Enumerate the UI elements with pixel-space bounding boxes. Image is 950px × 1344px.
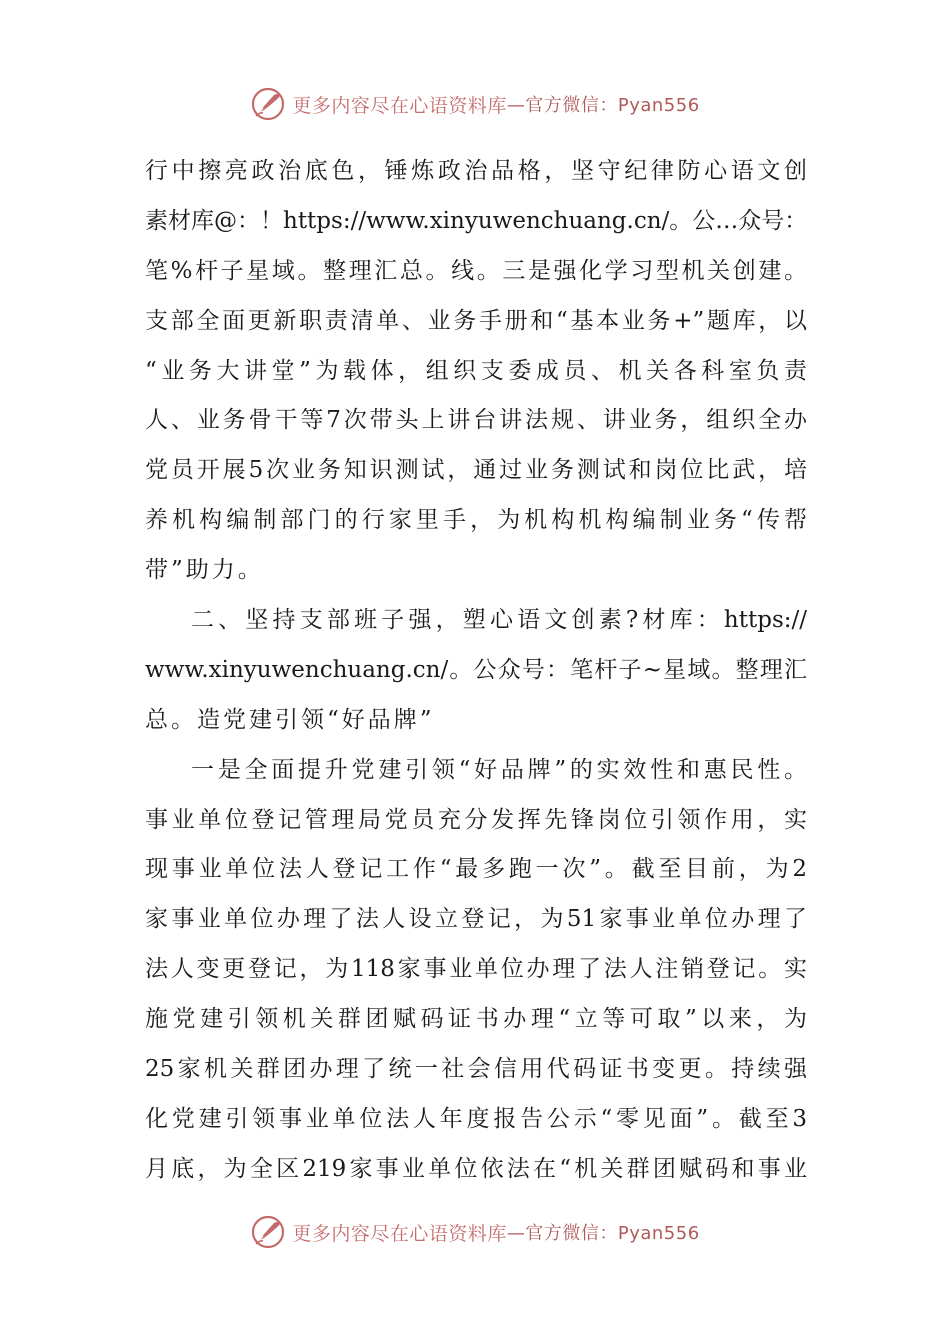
text-line: 事业单位登记管理局党员充分发挥先锋岗位引领作用，实 bbox=[145, 806, 807, 833]
text-line: 现事业单位法人登记工作“最多跑一次”。截至目前，为2 bbox=[145, 856, 807, 883]
text-line: “业务大讲堂”为载体，组织支委成员、机关各科室负责 bbox=[145, 357, 807, 384]
header-wechat: —官方微信：Pyan556 bbox=[506, 95, 700, 116]
text-line: 支部全面更新职责清单、业务手册和“基本业务+”题库，以 bbox=[145, 307, 807, 334]
text-line: 家事业单位办理了法人设立登记，为51家事业单位办理了 bbox=[145, 906, 807, 933]
document-body bbox=[145, 147, 807, 1195]
text-line: 月底，为全区219家事业单位依法在“机关群团赋码和事业 bbox=[145, 1155, 807, 1182]
text-line: 法人变更登记，为118家事业单位办理了法人注销登记。实 bbox=[145, 956, 807, 983]
text-line: 素材库@：！https://www.xinyuwenchuang.cn/。公…众号： bbox=[145, 207, 808, 234]
quill-logo-icon bbox=[250, 1214, 286, 1250]
text-line: 人、业务骨干等7次带头上讲台讲法规、讲业务，组织全办 bbox=[145, 407, 807, 434]
header-title: 更多内容尽在心语资料库 bbox=[292, 94, 507, 117]
text-line: 行中擦亮政治底色，锤炼政治品格，坚守纪律防心语文创 bbox=[145, 158, 807, 184]
section-heading-line: 二、坚持支部班子强，塑心语文创素?材库：https:// bbox=[191, 607, 807, 634]
text-line: 党员开展5次业务知识测试，通过业务测试和岗位比武，培 bbox=[145, 457, 807, 484]
text-line: 笔%杆子星域。整理汇总。线。三是强化学习型机关创建。 bbox=[145, 257, 807, 284]
header-banner bbox=[0, 84, 950, 124]
footer-title: 更多内容尽在心语资料库 bbox=[292, 1222, 507, 1245]
paragraph-start-line: 一是全面提升党建引领“好品牌”的实效性和惠民性。 bbox=[191, 756, 807, 783]
text-line: 化党建引领事业单位法人年度报告公示“零见面”。截至3 bbox=[145, 1105, 807, 1132]
text-line: 养机构编制部门的行家里手，为机构机构编制业务“传帮 bbox=[145, 507, 807, 534]
text-line: 带”助力。 bbox=[145, 557, 264, 584]
text-line: 25家机关群团办理了统一社会信用代码证书变更。持续强 bbox=[145, 1056, 807, 1083]
quill-logo-icon bbox=[250, 86, 286, 122]
footer-banner bbox=[0, 1212, 950, 1252]
text-line: 施党建引领机关群团赋码证书办理“立等可取”以来，为 bbox=[145, 1006, 807, 1033]
footer-wechat: —官方微信：Pyan556 bbox=[506, 1223, 700, 1244]
text-line: www.xinyuwenchuang.cn/。公众号：笔杆子~星域。整理汇 bbox=[145, 656, 807, 683]
text-line: 总。造党建引领“好品牌” bbox=[145, 706, 435, 733]
